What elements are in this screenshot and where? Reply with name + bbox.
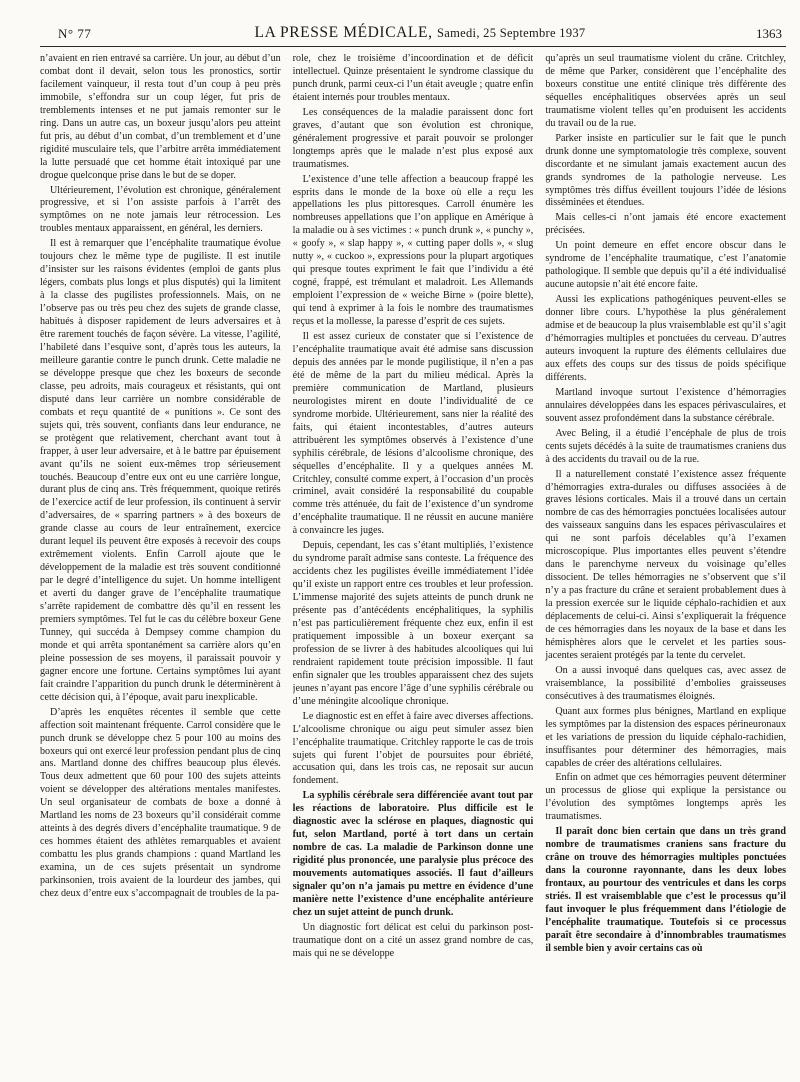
paragraph: Aussi les explications pathogéniques peuvent-elles se donner libre cours. L’hypothèse la plus généralement admise et de beaucoup la plus vraisemblable est qu’il s’agit d’hémorragies multiples et ponctuées du cerveau. D’autres auteurs invoquent la rupture des éléments cellulaires due aux effets des coups sur des tissus de poids spécifique différents. xyxy=(545,294,787,383)
paragraph: L’existence d’une telle affection a beaucoup frappé les esprits dans le monde de la boxe où elle a reçu les appellations les plus pittoresques. Carroll énumère les nombreuses appellations que l’on applique en Amérique à la maladie ou à ses victimes : « punch drunk », « punchy », « goofy », « slap happy », « cutting paper dolls », « slug nutty », « cuckoo », expressions pour la plupart argotiques qui presque toutes expriment le fait que l’individu a été cogné, frappé, est trémulant et maladroit. Les Allemands emploient l’expression de « weiche Birne » (poire blette), qui tend à exprimer à la fois le nombre des traumatismes reçus et la mollesse, la paresse d’esprit de ces sujets. xyxy=(292,173,534,328)
paragraph: qu’après un seul traumatisme violent du crâne. Critchley, de même que Parker, considèrent que l’encéphalite des boxeurs constitue une entité clinique très différente des séquelles encéphalitiques observées après un seul traumatisme violent telles qu’en produisent les accidents du travail ou de la rue. xyxy=(545,53,787,129)
issue-date: Samedi, 25 Septembre 1937 xyxy=(437,26,586,40)
paragraph: On a aussi invoqué dans quelques cas, avec assez de vraisemblance, la possibilité d’embolies graisseuses consécutives à des traumatismes éloignés. xyxy=(545,664,787,702)
paragraph: La syphilis cérébrale sera différenciée avant tout par les réactions de laboratoire. Plus difficile est le diagnostic avec la sclérose en plaques, diagnostic qui fut, selon Martland, porté à tort dans un certain nombre de cas. La maladie de Parkinson donne une rigidité plus prononcée, une paralysie plus précoce des mouvements automatiques associés. Il faut d’ailleurs signaler qu’on n’a jamais pu mettre en évidence d’une manière nette l’existence d’une encéphalite antérieure chez un sujet atteint de punch drunk. xyxy=(292,790,534,918)
paragraph: n’avaient en rien entravé sa carrière. Un jour, au début d’un combat dont il devait, selon tous les pronostics, sortir facilement vainqueur, il resta tout d’un coup à peu près immobile, s’effondra sur un coup léger, fut pris de tremblements intenses et ne put jamais remonter sur le ring. Dans un autre cas, un boxeur jusqu’alors peu atteint fut pris, au début d’un combat, d’un tremblement et d’une rigidité musculaire tels, que l’arbitre arrêta immédiatement la lutte persuadé que cet homme était intoxiqué par une drogue quelconque prise dans le but de se doper. xyxy=(40,53,281,181)
page-number: 1363 xyxy=(755,26,782,41)
text-column-3 xyxy=(545,53,786,1075)
paragraph: Martland invoque surtout l’existence d’hémorragies annulaires développées dans les espaces périvasculaires, et souvent assez profondément dans la substance cérébrale. xyxy=(545,386,787,424)
masthead-center xyxy=(255,24,586,42)
paragraph: Quant aux formes plus bénignes, Martland en explique les symptômes par la distension des espaces périneuronaux et les variations de pression du liquide céphalo-rachidien, insuffisantes pour déterminer des hémorragies, mais capables de créer des altérations cellulaires. xyxy=(545,705,787,769)
paragraph: Il est assez curieux de constater que si l’existence de l’encéphalite traumatique avait été admise sans discussion depuis des années par le monde pugilistique, il n’en a pas été de même de la part du milieu médical. Après la première communication de Martland, plusieurs neurologistes mirent en doute l’individualité de ce syndrome morbide. Ultérieurement, sans nier la réalité des faits, qui étaient incontestables, d’autres auteurs attribuèrent les symptômes observés à l’existence d’une syphilis cérébrale, de lésions d’alcoolisme chronique, des séquelles d’encéphalite. Il y a quelques années M. Critchley, consulté comme expert, à l’occasion d’un procès criminel, avait considéré la responsabilité du coupable comme très atténuée, du fait de l’existence d’un syndrome d’encéphalite traumatique. Il ne réussit en aucune manière à convaincre les juges. xyxy=(292,331,534,537)
paragraph: Ultérieurement, l’évolution est chronique, généralement progressive, et si l’on assiste parfois à l’arrêt des symptômes on ne note jamais leur rétrocession. Les troubles mentaux apparaissent, en général, les derniers. xyxy=(40,184,281,235)
issue-number: N° 77 xyxy=(58,26,92,41)
text-column-1 xyxy=(40,53,281,1075)
paragraph: D’après les enquêtes récentes il semble que cette affection soit maintenant fréquente. Carrol considère que le punch drunk se développe chez 5 pour 100 au moins des boxeurs qui ont exercé leur profession pendant plus de cinq ans. Martland donne des chiffres beaucoup plus élevés. Tous deux admettent que 60 pour 100 des sujets atteints voient se développer des altérations mentales manifestes. Un seul organisateur de combats de boxe a donné à Martland les noms de 23 boxeurs qu’il considérait comme atteints à des degrés divers d’encéphalite traumatique. 9 de ces hommes étaient des athlètes remarquables et avaient combattu les plus grands champions : quand Martland les examina, un de ces sujets présentait un syndrome parkinsonien, trois avaient de la lourdeur des jambes, qui chez deux d’entre eux s’accompagnait de troubles de la pa- xyxy=(40,706,281,899)
paragraph: Il paraît donc bien certain que dans un très grand nombre de traumatismes craniens sans fracture du crâne on trouve des hémorragies multiples ponctuées dans la couronne rayonnante, dans les deux lobes frontaux, au pourtour des ventricules et dans les corps striés. Il est vraisemblable que c’est le processus qu’il faut invoquer le plus fréquemment dans l’étiologie de l’encéphalite traumatique. Toutefois si ce processus paraît être secondaire à d’innombrables traumatismes il semble bien y avoir certains cas où xyxy=(545,826,787,954)
masthead xyxy=(40,22,786,47)
paragraph: Les conséquences de la maladie paraissent donc fort graves, d’autant que son évolution est chronique, généralement progressive et parait pouvoir se prolonger longtemps après que le malade n’est plus exposé aux traumatismes. xyxy=(292,106,534,170)
paragraph: role, chez le troisième d’incoordination et de déficit intellectuel. Quinze présentaient le syndrome classique du punch drunk, parmi ceux-ci l’un était aveugle ; quatre enfin étaient internés pour troubles mentaux. xyxy=(292,53,534,103)
paragraph: Le diagnostic est en effet à faire avec diverses affections. L’alcoolisme chronique ou aigu peut simuler assez bien l’encéphalite traumatique. Critchley rapporte le cas de trois sujets qui furent l’objet de poursuites pour ébriété, accusation qui, dans les trois cas, ne reposait sur aucun fondement. xyxy=(292,710,534,787)
article-columns xyxy=(40,53,786,1075)
text-column-2 xyxy=(293,53,534,1075)
paragraph: Avec Beling, il a étudié l’encéphale de plus de trois cents sujets décédés à la suite de traumatismes craniens dus à des accidents du travail ou de la rue. xyxy=(545,427,787,465)
paragraph: Depuis, cependant, les cas s’étant multipliés, l’existence du syndrome paraît admise sans conteste. La fréquence des accidents chez les pugilistes éveille immédiatement l’idée qu’il existe un rapport entre ces troubles et leur profession. L’immense majorité des sujets atteints de punch drunk ne présente pas d’antécédents encéphalitiques, la syphilis n’est pas particulièrement fréquente chez eux, enfin il est pratiquement impossible à un boxeur exerçant sa profession de se livrer à des habitudes alcooliques qui lui rendraient rapidement toute précision impossible. Il faut enfin signaler que les troubles apparaissent chez des sujets jeunes n’ayant pas encore l’âge d’une syphilis cérébrale ou d’une méningite alcoolique chronique. xyxy=(292,540,534,707)
paragraph: Mais celles-ci n’ont jamais été encore exactement précisées. xyxy=(545,212,787,237)
paragraph: Parker insiste en particulier sur le fait que le punch drunk donne une symptomatologie très complexe, souvent discordante et ne simulant jamais exactement aucun des grands syndromes de la pathologie nerveuse. Les symptômes très diffus éveillent toujours l’idée de lésions disséminées et étendues. xyxy=(545,132,787,209)
paragraph: Enfin on admet que ces hémorragies peuvent déterminer un processus de gliose qui explique la persistance ou l’évolution des symptômes longtemps après les traumatismes. xyxy=(545,772,787,823)
paragraph: Un point demeure en effet encore obscur dans le syndrome de l’encéphalite traumatique, c’est l’anatomie pathologique. Il semble que depuis qu’il a été individualisé aucune autopsie n’ait été encore faite. xyxy=(545,240,787,291)
paragraph: Un diagnostic fort délicat est celui du parkinson post-traumatique dont on a cité un assez grand nombre de cas, mais qui ne se développe xyxy=(292,921,534,959)
paragraph: Il a naturellement constaté l’existence assez fréquente d’hémorragies extra-durales ou diffuses associées à de graves lésions corticales. Mais il a trouvé dans un certain nombre de cas des hémorragies ponctuées localisées autour des vaisseaux sanguins dans les espaces périvasculaires et qui ne sont parfois décelables qu’à l’examen microscopique. Plus importantes elles peuvent s’étendre dans le parenchyme nerveux du voisinage qu’elles dissocient. De telles hémorragies ne s’observent que s’il n’y a pas fracture du crâne et seraient probablement dues à la pression exercée sur le liquide céphalo-rachidien et aux déplacements de celui-ci. Ainsi s’expliquerait la fréquence de ces hémorragies dans les noyaux de la base et dans les hémisphères alors que le cervelet et les parties sous-jacentes seraient protégés par la tente du cervelet. xyxy=(545,468,787,661)
paragraph: Il est à remarquer que l’encéphalite traumatique évolue toujours chez le même type de pugiliste. Il est inutile d’insister sur les raisons évidentes (emploi de gants plus légers, combats plus longs et plus disputés) qui la limitent à la classe des pugilistes professionnels. Mais, on ne l’observe pas ou très peu chez des sujets de grande classe, habitués à disposer rapidement de leurs adversaires et à être rarement touchés de façon sévère. La vitesse, l’agilité, l’habileté dans l’esquive sont, d’après tous les auteurs, la meilleure garantie contre le punch drunk. Cette maladie ne se développe presque que chez les boxeurs de seconde classe, peu adroits, mais courageux et résistants, qui ont disputé dans leur carrière un nombre considérable de combats et reçu quantité de « punitions ». Ce sont des sujets qui, très souvent, confiants dans leur endurance, ne se protègent que relativement, cherchant avant tout à frapper, à user leur adversaire, et à le battre par épuisement avant qu’ils ne soient eux-mêmes trop sérieusement touchés. Beaucoup d’entre eux ont eu une carrière longue, durant plus de cinq ans. Très fréquemment, quoique retirés de l’exercice actif de leur profession, ils continuent à servir d’adversaires, de « sparring partners » à des boxeurs de grande classe au cours de leur entraînement, exercice durant lequel ils peuvent être exposés à recevoir des coups extrêmement violents. Enfin Carroll ajoute que le développement de la maladie est très souvent conditionné par le degré d’intelligence du sujet. Un homme intelligent et averti du danger grave de l’encéphalite traumatique s’arrête rapidement de combattre dès qu’il en ressent les premiers symptômes. Tel fut le cas du célèbre boxeur Gene Tunney, qui succéda à Dempsey comme champion du monde et qui arrêta spontanément sa carrière alors qu’en pleine possession de ses moyens, il paraissait pouvoir y gagner encore une fortune. Certains symptômes lui ayant fait craindre l’apparition du punch drunk le déterminèrent à cette décision qui, à l’époque, avait paru inexplicable. xyxy=(40,238,281,703)
journal-title: LA PRESSE MÉDICALE, xyxy=(254,24,433,41)
